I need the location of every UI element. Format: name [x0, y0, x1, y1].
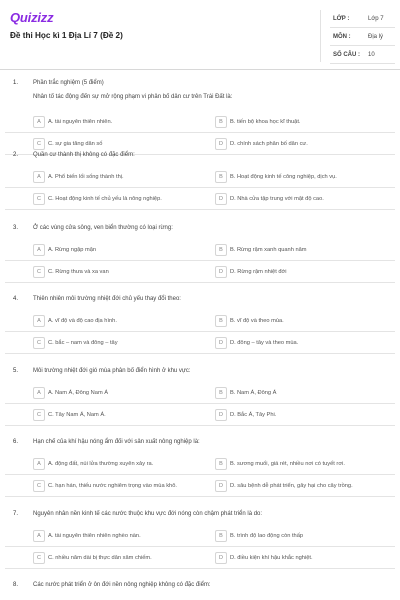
option-text: A. Nam Á, Đông Nam Á: [48, 390, 109, 396]
option-separator: [5, 132, 395, 133]
option-letter-box: C: [33, 552, 45, 564]
option-letter-box: C: [33, 409, 45, 421]
option-text: B. sương muối, giá rét, nhiều nơi có tuyết rơi.: [230, 461, 345, 467]
option-letter-box: A: [33, 171, 45, 183]
option-letter-box: D: [215, 193, 227, 205]
option-separator: [5, 260, 395, 261]
question-subtext: Nhân tố tác động đến sự mở rộng phạm vi phân bố dân cư trên Trái Đất là:: [33, 94, 233, 100]
option-letter-box: D: [215, 266, 227, 278]
meta-divider: [320, 10, 321, 62]
option-text: A. Phổ biến lối sống thành thị.: [48, 174, 124, 180]
option-text: D. Nhà cửa tập trung với mật độ cao.: [230, 196, 324, 202]
option-text: B. Hoạt động kinh tế công nghiệp, dịch vụ.: [230, 174, 337, 180]
option-text: C. sự gia tăng dân số: [48, 141, 103, 147]
option-text: B. trình độ lao động còn thấp: [230, 533, 304, 539]
option-letter-box: D: [215, 138, 227, 150]
option-letter-box: D: [215, 480, 227, 492]
option-letter-box: C: [33, 480, 45, 492]
option-letter-box: D: [215, 337, 227, 349]
question-text: Phần trắc nghiệm (5 điểm): [33, 80, 104, 86]
question-number: 7.: [13, 511, 19, 517]
subject-label: MÔN :: [333, 34, 351, 40]
option-letter-box: C: [33, 337, 45, 349]
option-letter-box: A: [33, 530, 45, 542]
meta-row-count: [325, 46, 400, 64]
question-separator: [5, 353, 395, 354]
option-letter-box: B: [215, 315, 227, 327]
question-text: Thiên nhiên môi trường nhiệt đới chủ yếu thay đổi theo:: [33, 296, 181, 302]
option-separator: [5, 474, 395, 475]
option-text: A. tài nguyên thiên nhiên.: [48, 119, 113, 125]
option-text: D. điều kiện khí hậu khắc nghiệt.: [230, 555, 313, 561]
option-text: C. Rừng thưa và xa van: [48, 269, 109, 275]
option-letter-box: D: [215, 409, 227, 421]
option-letter-box: B: [215, 116, 227, 128]
option-text: C. nhiều năm dài bị thực dân xâm chiếm.: [48, 555, 152, 561]
question-text: Các nước phát triển ở ôn đới nền nông nghiệp không có đặc điểm:: [33, 582, 211, 588]
option-letter-box: A: [33, 458, 45, 470]
option-text: C. Hoạt động kinh tế chủ yếu là nông nghiệp.: [48, 196, 162, 202]
option-letter-box: A: [33, 315, 45, 327]
meta-box: [325, 10, 400, 64]
option-text: B. vĩ độ và theo mùa.: [230, 318, 284, 324]
question-number: 3.: [13, 225, 19, 231]
question-text: Nguyên nhân nền kinh tế các nước thuộc khu vực đới nóng còn chậm phát triển là do:: [33, 511, 263, 517]
option-letter-box: C: [33, 193, 45, 205]
question-text: Môi trường nhiệt đới gió mùa phân bố điển hình ở khu vực:: [33, 368, 191, 374]
option-text: B. tiến bộ khoa học kĩ thuật.: [230, 119, 301, 125]
option-separator: [5, 546, 395, 547]
question-number: 4.: [13, 296, 19, 302]
option-text: B. Nam Á, Đông Á: [230, 390, 277, 396]
question-separator: [5, 425, 395, 426]
option-text: B. Rừng rậm xanh quanh năm: [230, 247, 307, 253]
question-text: Ở các vùng cửa sông, ven biển thường có loại rừng:: [33, 225, 173, 231]
option-separator: [5, 331, 395, 332]
question-number: 5.: [13, 368, 19, 374]
option-text: A. vĩ độ và độ cao địa hình.: [48, 318, 117, 324]
question-separator: [5, 282, 395, 283]
option-letter-box: D: [215, 552, 227, 564]
option-text: D. Rừng rậm nhiệt đới: [230, 269, 287, 275]
question-separator: [5, 496, 395, 497]
option-letter-box: B: [215, 458, 227, 470]
option-letter-box: B: [215, 244, 227, 256]
question-separator: [5, 568, 395, 569]
option-separator: [5, 403, 395, 404]
meta-row-class: [325, 10, 400, 28]
option-letter-box: C: [33, 138, 45, 150]
class-value: Lớp 7: [368, 16, 384, 22]
option-separator: [5, 187, 395, 188]
worksheet-title: Đề thi Học kì 1 Địa Lí 7 (Đề 2): [10, 31, 123, 40]
subject-value: Địa lý: [368, 34, 384, 40]
option-letter-box: B: [215, 387, 227, 399]
question-text: Hạn chế của khí hậu nóng ẩm đối với sản xuất nông nghiệp là:: [33, 439, 200, 445]
option-text: D. Bắc Á, Tây Phi.: [230, 412, 277, 418]
option-letter-box: B: [215, 171, 227, 183]
option-letter-box: A: [33, 116, 45, 128]
option-text: C. hạn hán, thiếu nước nghiêm trọng vào mùa khô.: [48, 483, 177, 489]
question-separator: [5, 209, 395, 210]
class-label: LỚP :: [333, 16, 350, 22]
option-letter-box: B: [215, 530, 227, 542]
meta-row-subject: [325, 28, 400, 46]
option-letter-box: A: [33, 387, 45, 399]
question-number: 6.: [13, 439, 19, 445]
count-value: 10: [368, 52, 375, 58]
count-label: SỐ CÂU :: [333, 52, 360, 58]
question-number: 2.: [13, 152, 19, 158]
option-text: A. động đất, núi lửa thường xuyên xảy ra.: [48, 461, 154, 467]
option-letter-box: C: [33, 266, 45, 278]
question-text: Quần cư thành thị không có đặc điểm:: [33, 152, 135, 158]
worksheet-header: [0, 0, 400, 70]
option-letter-box: A: [33, 244, 45, 256]
question-number: 1.: [13, 80, 19, 86]
quizizz-logo: Quizizz: [10, 10, 54, 25]
option-text: C. bắc – nam và đông – tây: [48, 340, 118, 346]
option-text: D. chính sách phân bố dân cư.: [230, 141, 308, 147]
option-text: A. Rừng ngập mặn: [48, 247, 97, 253]
option-text: A. tài nguyên thiên nhiên nghèo nàn.: [48, 533, 141, 539]
option-text: D. đông – tây và theo mùa.: [230, 340, 299, 346]
option-text: D. sâu bệnh dễ phát triển, gây hại cho cây trồng.: [230, 483, 353, 489]
question-number: 8.: [13, 582, 19, 588]
option-text: C. Tây Nam Á, Nam Á.: [48, 412, 106, 418]
